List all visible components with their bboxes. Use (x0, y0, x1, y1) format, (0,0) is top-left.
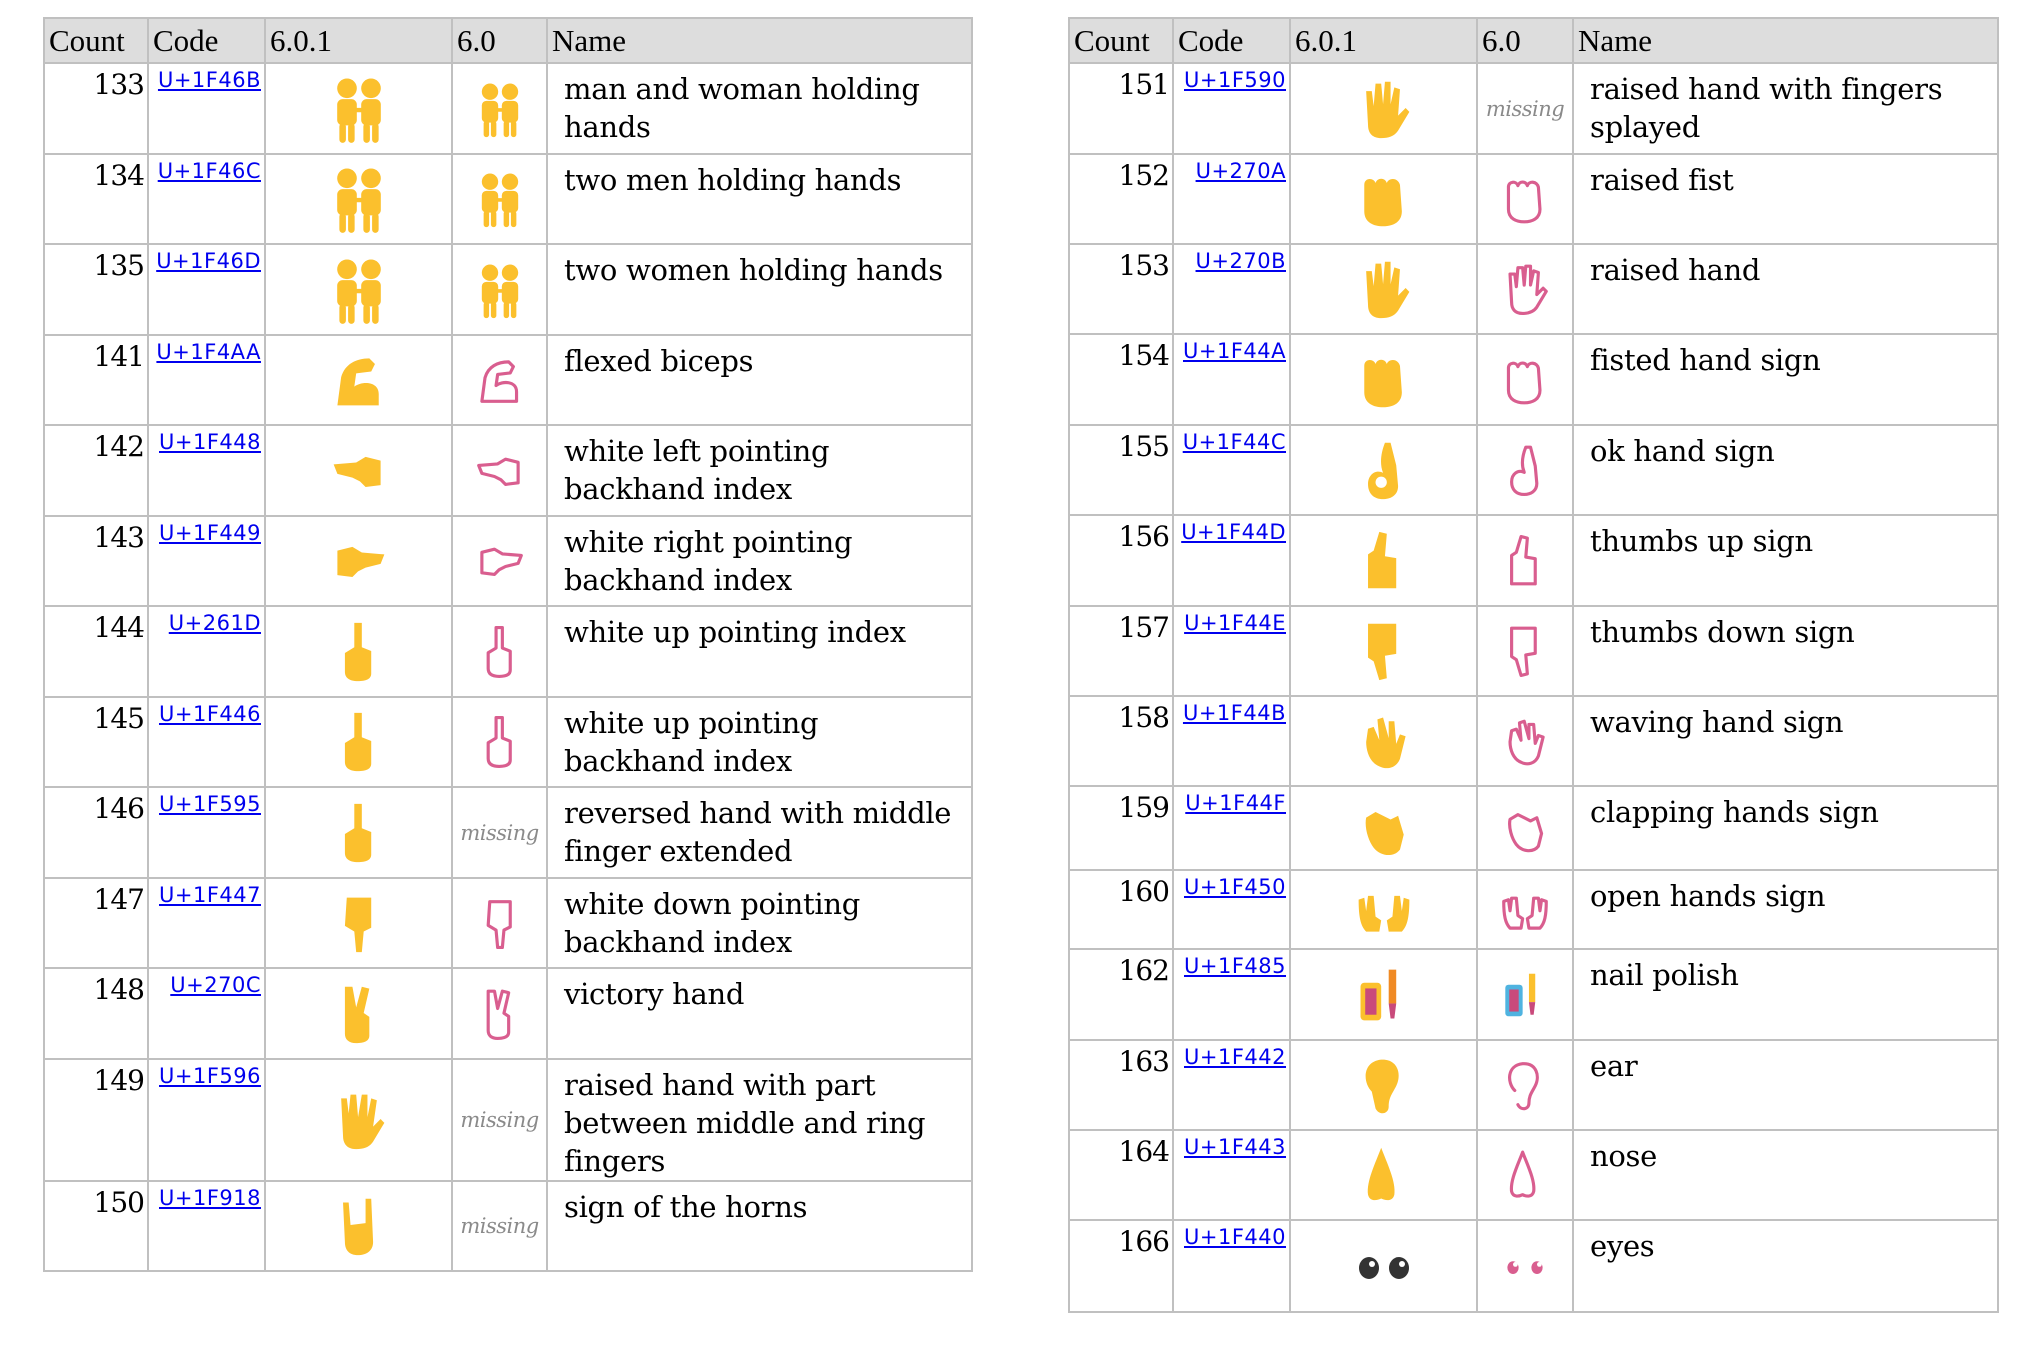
ear-icon (1499, 1075, 1551, 1094)
table-row (44, 606, 972, 697)
table-row (1069, 1040, 1998, 1130)
emoji-60-cell (452, 425, 547, 516)
code-link[interactable]: U+1F446 (159, 702, 261, 726)
code-link[interactable]: U+1F449 (159, 521, 261, 545)
name-cell: white down pointing backhand index (547, 878, 972, 968)
code-cell (1173, 786, 1290, 870)
two-men-holding-hands-icon (323, 189, 395, 208)
code-link[interactable]: U+1F44A (1183, 339, 1286, 363)
count-cell: 157 (1069, 606, 1173, 696)
table-row (44, 516, 972, 606)
code-link[interactable]: U+1F44D (1181, 520, 1286, 544)
emoji-60-missing: missing (452, 1059, 547, 1181)
emoji-60-cell (1477, 334, 1573, 425)
name-cell: ok hand sign (1573, 425, 1998, 515)
code-link[interactable]: U+1F44B (1182, 701, 1286, 725)
emoji-601-cell (265, 63, 452, 154)
emoji-601-cell (265, 154, 452, 244)
name-cell: white left pointing backhand index (547, 425, 972, 516)
count-cell: 154 (1069, 334, 1173, 425)
code-cell (1173, 63, 1290, 154)
emoji-60-cell (452, 968, 547, 1059)
code-cell (148, 425, 265, 516)
thumbs-up-icon (1353, 550, 1415, 569)
name-cell: man and woman holding hands (547, 63, 972, 154)
emoji-table-left (43, 17, 973, 1272)
code-link[interactable]: U+1F443 (1184, 1135, 1286, 1159)
emoji-60-cell (1477, 606, 1573, 696)
emoji-60-cell (452, 335, 547, 425)
emoji-601-cell (1290, 870, 1477, 949)
name-cell: ear (1573, 1040, 1998, 1130)
up-pointing-backhand-index-icon (474, 732, 526, 751)
name-cell: raised fist (1573, 154, 1998, 244)
count-cell: 133 (44, 63, 148, 154)
name-cell: two men holding hands (547, 154, 972, 244)
name-cell: thumbs up sign (1573, 515, 1998, 606)
count-cell: 144 (44, 606, 148, 697)
code-link[interactable]: U+1F46D (156, 249, 261, 273)
eyes-icon (1497, 1256, 1553, 1275)
thumbs-up-icon (1499, 550, 1551, 569)
emoji-601-cell (265, 697, 452, 787)
code-link[interactable]: U+1F442 (1184, 1045, 1286, 1069)
emoji-60-cell (1477, 949, 1573, 1040)
man-and-woman-holding-hands-icon (323, 98, 395, 117)
eyes-icon (1349, 1256, 1419, 1275)
code-link[interactable]: U+1F447 (159, 883, 261, 907)
emoji-601-cell (265, 606, 452, 697)
header-count: Count (44, 18, 148, 63)
table-row (1069, 154, 1998, 244)
code-cell (1173, 870, 1290, 949)
table-row (1069, 244, 1998, 334)
table-row (44, 787, 972, 878)
code-cell (1173, 696, 1290, 786)
emoji-60-missing: missing (1477, 63, 1573, 154)
code-link[interactable]: U+1F44C (1182, 430, 1286, 454)
emoji-601-cell (1290, 1130, 1477, 1220)
thumbs-down-icon (1353, 641, 1415, 660)
emoji-601-cell (265, 516, 452, 606)
code-link[interactable]: U+270C (170, 973, 261, 997)
table-row (44, 1181, 972, 1271)
raised-fist-icon (1353, 189, 1415, 208)
raised-hand-icon (1499, 279, 1551, 298)
name-cell: white up pointing backhand index (547, 697, 972, 787)
emoji-60-cell (1477, 870, 1573, 949)
ok-hand-icon (1499, 460, 1551, 479)
down-pointing-index-icon (474, 913, 526, 932)
code-link[interactable]: U+261D (168, 611, 261, 635)
flexed-biceps-icon (328, 370, 390, 389)
emoji-601-cell (1290, 949, 1477, 1040)
count-cell: 164 (1069, 1130, 1173, 1220)
code-cell (1173, 334, 1290, 425)
table-row (1069, 949, 1998, 1040)
emoji-601-cell (1290, 1220, 1477, 1312)
header-version-601: 6.0.1 (265, 18, 452, 63)
code-cell (148, 878, 265, 968)
name-cell: nose (1573, 1130, 1998, 1220)
header-version-60: 6.0 (1477, 18, 1573, 63)
header-name: Name (1573, 18, 1998, 63)
victory-hand-icon (328, 1003, 390, 1022)
header-code: Code (148, 18, 265, 63)
emoji-601-cell (1290, 515, 1477, 606)
name-cell: victory hand (547, 968, 972, 1059)
victory-hand-icon (474, 1003, 526, 1022)
name-cell: reversed hand with middle finger extended (547, 787, 972, 878)
emoji-601-cell (1290, 154, 1477, 244)
table-row (1069, 515, 1998, 606)
fisted-hand-icon (1499, 369, 1551, 388)
name-cell: open hands sign (1573, 870, 1998, 949)
code-cell (148, 244, 265, 335)
count-cell: 147 (44, 878, 148, 968)
code-cell (148, 516, 265, 606)
thumbs-down-icon (1499, 641, 1551, 660)
name-cell: fisted hand sign (1573, 334, 1998, 425)
right-pointing-index-icon (474, 551, 526, 570)
up-pointing-backhand-index-icon (328, 732, 390, 751)
count-cell: 145 (44, 697, 148, 787)
code-link[interactable]: U+270B (1195, 249, 1286, 273)
code-cell (148, 787, 265, 878)
count-cell: 151 (1069, 63, 1173, 154)
code-link[interactable]: U+1F46C (157, 159, 261, 183)
header-version-601: 6.0.1 (1290, 18, 1477, 63)
name-cell: raised hand with fingers splayed (1573, 63, 1998, 154)
name-cell: flexed biceps (547, 335, 972, 425)
emoji-601-cell (265, 244, 452, 335)
left-pointing-index-icon (474, 460, 526, 479)
emoji-601-cell (265, 968, 452, 1059)
emoji-60-cell (452, 154, 547, 244)
emoji-601-cell (265, 878, 452, 968)
table-row (1069, 425, 1998, 515)
count-cell: 143 (44, 516, 148, 606)
table-row (1069, 786, 1998, 870)
code-cell (1173, 1040, 1290, 1130)
code-cell (148, 968, 265, 1059)
name-cell: eyes (1573, 1220, 1998, 1312)
emoji-601-cell (265, 1181, 452, 1271)
code-cell (148, 606, 265, 697)
emoji-601-cell (265, 335, 452, 425)
emoji-601-cell (1290, 1040, 1477, 1130)
man-and-woman-holding-hands-icon (470, 98, 530, 117)
code-cell (148, 1059, 265, 1181)
count-cell: 155 (1069, 425, 1173, 515)
emoji-60-cell (1477, 1130, 1573, 1220)
emoji-601-cell (1290, 786, 1477, 870)
emoji-601-cell (1290, 425, 1477, 515)
emoji-60-cell (1477, 425, 1573, 515)
emoji-table-right (1068, 17, 1999, 1313)
emoji-601-cell (1290, 606, 1477, 696)
header-count: Count (1069, 18, 1173, 63)
count-cell: 153 (1069, 244, 1173, 334)
code-link[interactable]: U+1F440 (1184, 1225, 1286, 1249)
code-link[interactable]: U+1F4AA (156, 340, 261, 364)
fisted-hand-icon (1353, 369, 1415, 388)
table-row (44, 63, 972, 154)
name-cell: sign of the horns (547, 1181, 972, 1271)
header-row (44, 18, 972, 63)
count-cell: 166 (1069, 1220, 1173, 1312)
emoji-601-cell (265, 425, 452, 516)
header-code: Code (1173, 18, 1290, 63)
raised-fist-icon (1499, 189, 1551, 208)
table-row (44, 878, 972, 968)
count-cell: 159 (1069, 786, 1173, 870)
table-row (44, 1059, 972, 1181)
down-pointing-index-icon (328, 913, 390, 932)
emoji-60-missing: missing (452, 787, 547, 878)
waving-hand-icon (1499, 731, 1551, 750)
name-cell: clapping hands sign (1573, 786, 1998, 870)
emoji-60-cell (1477, 786, 1573, 870)
count-cell: 160 (1069, 870, 1173, 949)
name-cell: white up pointing index (547, 606, 972, 697)
clapping-hands-icon (1353, 818, 1415, 837)
code-cell (1173, 244, 1290, 334)
left-pointing-index-icon (328, 460, 390, 479)
code-cell (1173, 425, 1290, 515)
table-row (1069, 606, 1998, 696)
code-cell (148, 1181, 265, 1271)
table-row (1069, 870, 1998, 949)
code-link[interactable]: U+1F590 (1184, 68, 1286, 92)
emoji-60-cell (1477, 696, 1573, 786)
flexed-biceps-icon (474, 370, 526, 389)
name-cell: waving hand sign (1573, 696, 1998, 786)
emoji-60-cell (452, 606, 547, 697)
code-cell (1173, 154, 1290, 244)
count-cell: 162 (1069, 949, 1173, 1040)
open-hands-icon (1353, 899, 1415, 918)
nail-polish-icon (1353, 984, 1415, 1003)
count-cell: 142 (44, 425, 148, 516)
nose-icon (1499, 1165, 1551, 1184)
code-cell (1173, 515, 1290, 606)
emoji-60-cell (452, 516, 547, 606)
table-row (1069, 696, 1998, 786)
emoji-60-cell (1477, 154, 1573, 244)
code-link[interactable]: U+1F918 (159, 1186, 261, 1210)
count-cell: 156 (1069, 515, 1173, 606)
count-cell: 146 (44, 787, 148, 878)
code-link[interactable]: U+1F450 (1184, 875, 1286, 899)
header-row (1069, 18, 1998, 63)
table-row (44, 968, 972, 1059)
clapping-hands-icon (1499, 818, 1551, 837)
emoji-601-cell (1290, 334, 1477, 425)
table-row (44, 244, 972, 335)
table-row (1069, 1130, 1998, 1220)
waving-hand-icon (1353, 731, 1415, 750)
code-link[interactable]: U+1F485 (1184, 954, 1286, 978)
table-row (44, 425, 972, 516)
table-row (1069, 1220, 1998, 1312)
emoji-60-cell (1477, 1040, 1573, 1130)
code-link[interactable]: U+1F448 (159, 430, 261, 454)
count-cell: 149 (44, 1059, 148, 1181)
emoji-601-cell (265, 787, 452, 878)
up-pointing-index-icon (328, 641, 390, 660)
emoji-601-cell (1290, 696, 1477, 786)
count-cell: 152 (1069, 154, 1173, 244)
emoji-60-cell (452, 878, 547, 968)
sign-of-horns-icon (328, 1216, 390, 1235)
header-name: Name (547, 18, 972, 63)
table-row (1069, 334, 1998, 425)
two-women-holding-hands-icon (323, 279, 395, 298)
code-link[interactable]: U+270A (1195, 159, 1286, 183)
right-pointing-index-icon (328, 551, 390, 570)
open-hands-icon (1499, 899, 1551, 918)
emoji-601-cell (1290, 244, 1477, 334)
code-link[interactable]: U+1F44E (1184, 611, 1286, 635)
table-row (1069, 63, 1998, 154)
emoji-60-cell (1477, 244, 1573, 334)
emoji-601-cell (1290, 63, 1477, 154)
count-cell: 158 (1069, 696, 1173, 786)
nose-icon (1353, 1165, 1415, 1184)
count-cell: 150 (44, 1181, 148, 1271)
ok-hand-icon (1353, 460, 1415, 479)
code-link[interactable]: U+1F46B (157, 68, 261, 92)
table-body (1069, 63, 1998, 1312)
table-row (44, 697, 972, 787)
name-cell: raised hand (1573, 244, 1998, 334)
name-cell: two women holding hands (547, 244, 972, 335)
name-cell: thumbs down sign (1573, 606, 1998, 696)
emoji-60-cell (452, 244, 547, 335)
code-cell (1173, 1130, 1290, 1220)
name-cell: white right pointing backhand index (547, 516, 972, 606)
code-cell (148, 697, 265, 787)
middle-finger-icon (328, 822, 390, 841)
header-version-60: 6.0 (452, 18, 547, 63)
table-row (44, 154, 972, 244)
emoji-601-cell (265, 1059, 452, 1181)
emoji-60-cell (1477, 515, 1573, 606)
count-cell: 148 (44, 968, 148, 1059)
code-cell (1173, 606, 1290, 696)
hand-fingers-splayed-icon (1353, 98, 1415, 117)
count-cell: 141 (44, 335, 148, 425)
code-cell (148, 154, 265, 244)
emoji-60-cell (1477, 1220, 1573, 1312)
code-link[interactable]: U+1F44F (1185, 791, 1286, 815)
nail-polish-icon (1499, 984, 1551, 1003)
table-body (44, 63, 972, 1271)
count-cell: 135 (44, 244, 148, 335)
count-cell: 134 (44, 154, 148, 244)
name-cell: nail polish (1573, 949, 1998, 1040)
two-men-holding-hands-icon (470, 189, 530, 208)
vulcan-salute-icon (328, 1110, 390, 1129)
code-cell (1173, 949, 1290, 1040)
code-cell (148, 335, 265, 425)
code-cell (148, 63, 265, 154)
emoji-60-cell (452, 697, 547, 787)
name-cell: raised hand with part between middle and ring fingers (547, 1059, 972, 1181)
code-link[interactable]: U+1F595 (159, 792, 261, 816)
code-cell (1173, 1220, 1290, 1312)
up-pointing-index-icon (474, 641, 526, 660)
two-women-holding-hands-icon (470, 279, 530, 298)
table-row (44, 335, 972, 425)
code-link[interactable]: U+1F596 (159, 1064, 261, 1088)
emoji-60-cell (452, 63, 547, 154)
count-cell: 163 (1069, 1040, 1173, 1130)
raised-hand-icon (1353, 279, 1415, 298)
emoji-60-missing: missing (452, 1181, 547, 1271)
ear-icon (1353, 1075, 1415, 1094)
